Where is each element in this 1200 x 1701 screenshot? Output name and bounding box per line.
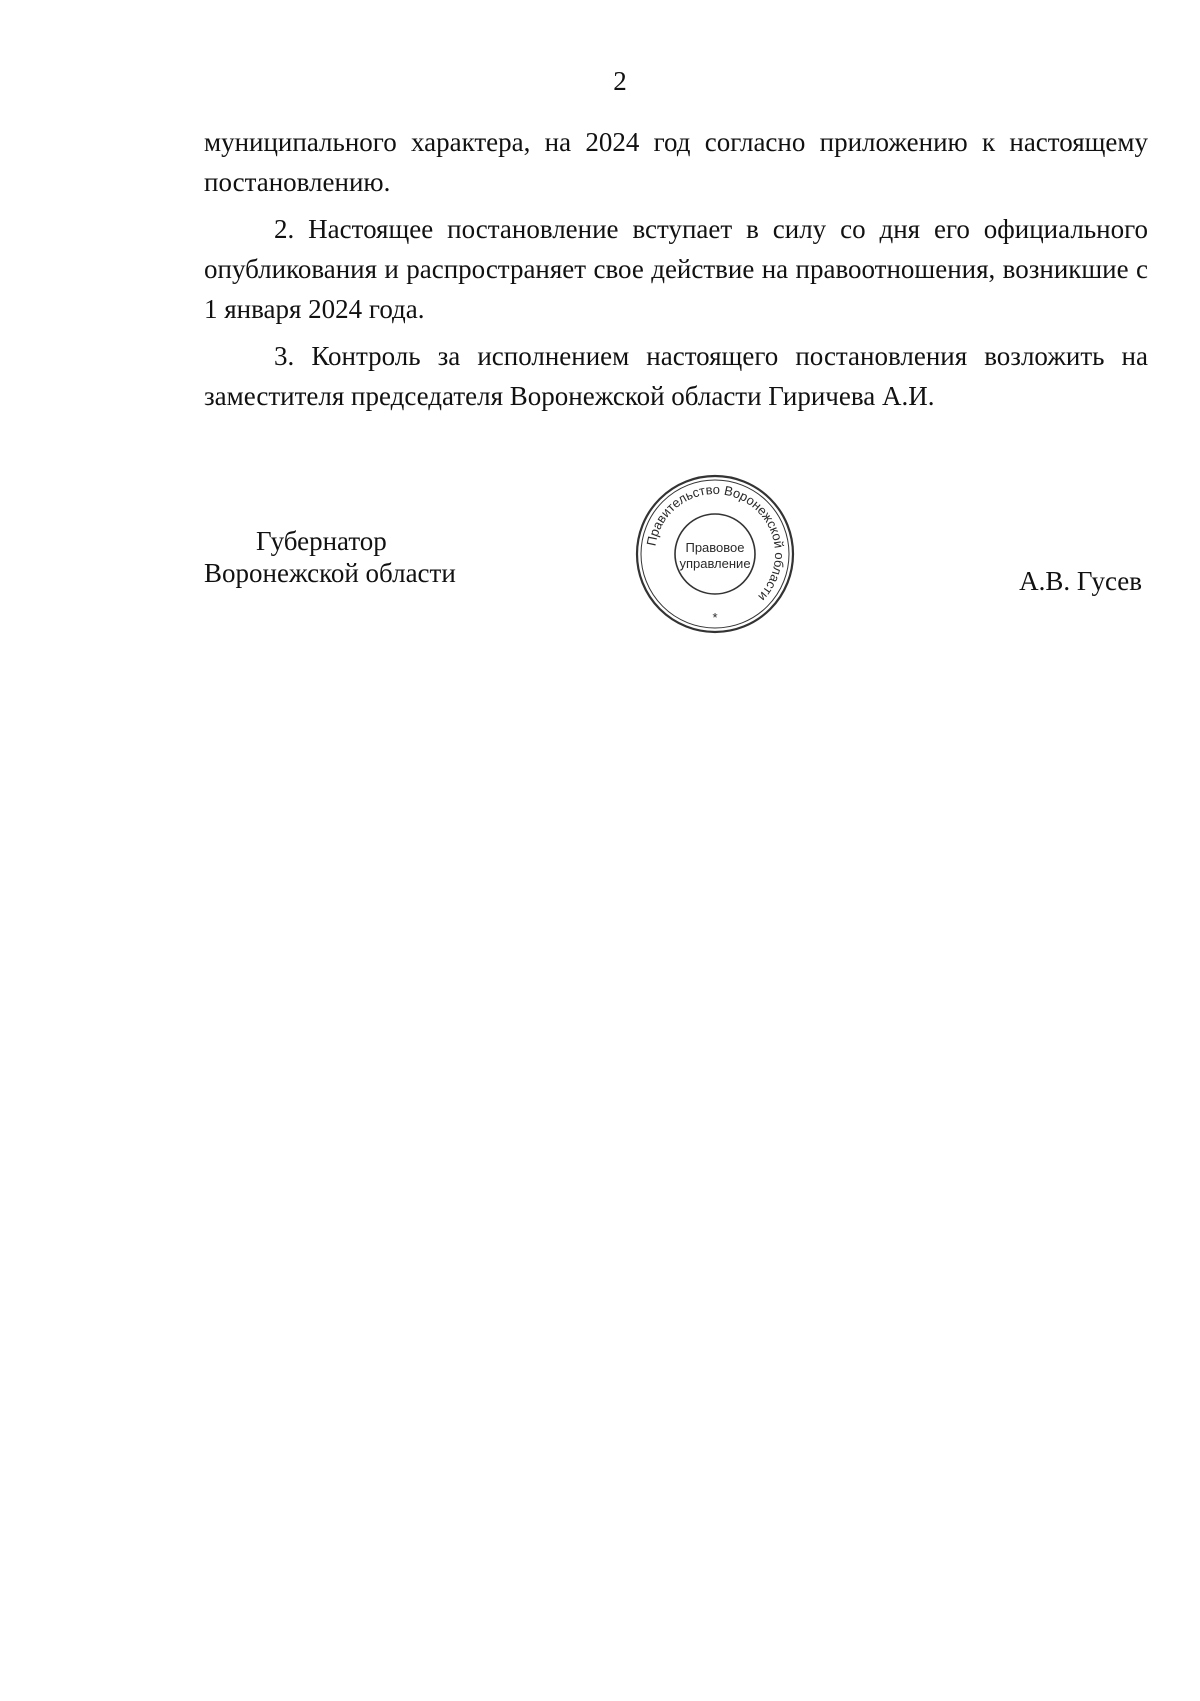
signatory-position (204, 525, 456, 589)
stamp-star: * (712, 610, 718, 625)
paragraph-item-2: 2. Настоящее постановление вступает в силу со дня его официального опубликования и распространяет свое действие на правоотношения, возникшие с 1 января 2024 года. (204, 214, 1148, 324)
stamp-seal-icon (633, 472, 797, 636)
official-stamp (633, 472, 797, 636)
document-body (204, 122, 1148, 423)
signatory-name: А.В. Гусев (1019, 566, 1142, 596)
signatory-title: Губернатор (256, 526, 387, 556)
stamp-center-line-2: управление (679, 556, 751, 571)
paragraph-item-3: 3. Контроль за исполнением настоящего постановления возложить на заместителя председателя Воронежской области Гиричева А.И. (204, 341, 1148, 411)
page-number: 2 (613, 66, 627, 96)
stamp-ring-text: Правительство Воронежской области (643, 481, 788, 605)
stamp-center-line-1: Правовое (685, 540, 745, 555)
paragraph-continuation: муниципального характера, на 2024 год согласно приложению к настоящему постановлению. (204, 127, 1148, 197)
signatory-region: Воронежской области (204, 558, 456, 588)
